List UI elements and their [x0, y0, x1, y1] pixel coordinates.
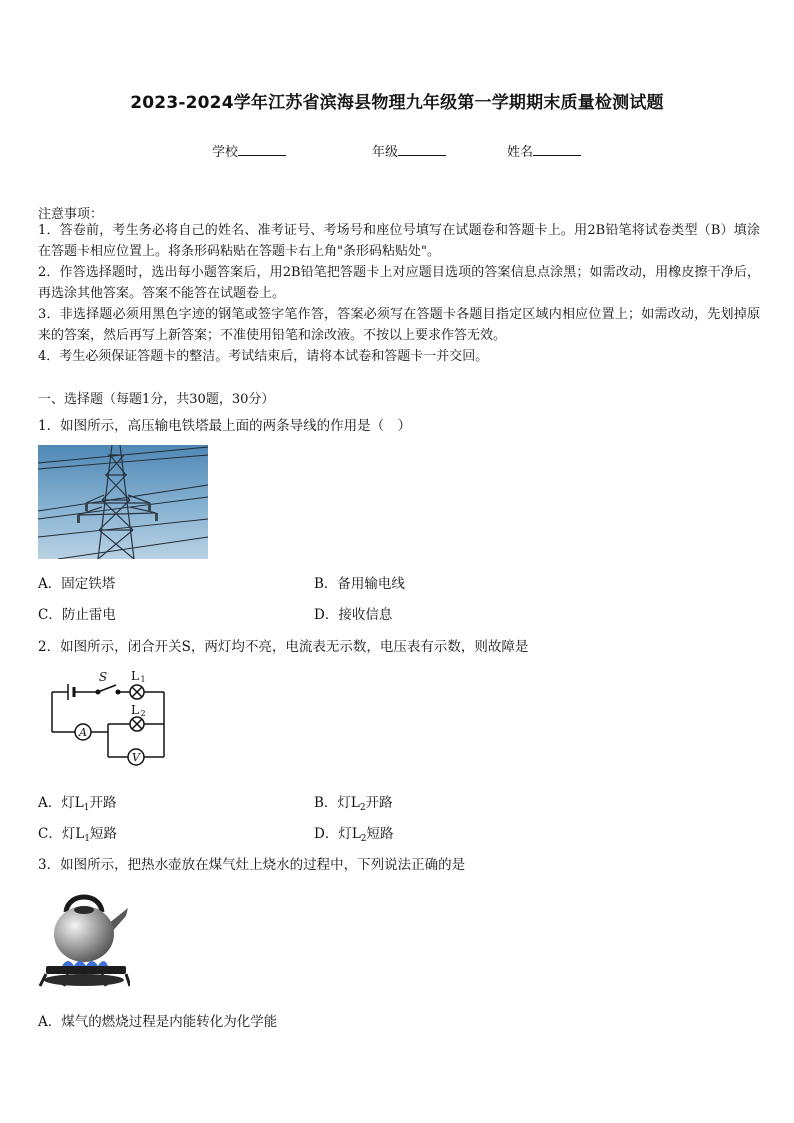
grade-blank	[398, 143, 446, 156]
switch-label: S	[98, 670, 108, 684]
name-blank	[533, 143, 581, 156]
lamp1-subscript: 1	[140, 675, 146, 684]
q2-option-a: A．灯$L_1$开路	[38, 795, 117, 813]
voltmeter-label: V	[132, 751, 140, 764]
section-title: 一、选择题（每题1分，共30题，30分）	[38, 392, 275, 407]
q1-option-a: A．固定铁塔	[38, 576, 116, 592]
question-2-stem: 2．如图所示，闭合开关S，两灯均不亮，电流表无示数，电压表有示数，则故障是	[38, 639, 529, 655]
notice-heading: 注意事项：	[38, 207, 104, 222]
power-tower-photo	[38, 445, 208, 559]
ammeter-label: A	[79, 726, 87, 739]
circuit-diagram	[44, 668, 174, 772]
notice-item-1: 1．答卷前，考生务必将自己的姓名、准考证号、考场号和座位号填写在试题卷和答题卡上。用2B铅笔将试卷类型（B）填涂在答题卡相应位置上。将条形码粘贴在答题卡右上角"条形码粘贴处"。	[38, 223, 760, 259]
q3-option-a: A．煤气的燃烧过程是内能转化为化学能	[38, 1014, 278, 1030]
q2-option-c: C．灯$L_1$短路	[38, 826, 118, 844]
notice-item-4: 4．考生必须保证答题卡的整洁。考试结束后，请将本试卷和答题卡一并交回。	[38, 349, 489, 364]
name-label: 姓名	[507, 145, 534, 160]
notice-item-3: 3．非选择题必须用黑色字迹的钢笔或签字笔作答，答案必须写在答题卡各题目指定区域内相应位置上；如需改动，先划掉原来的答案，然后再写上新答案；不准使用铅笔和涂改液。不按以上要求作答无效。	[38, 307, 760, 343]
name-field	[507, 141, 581, 160]
grade-field	[372, 141, 446, 160]
school-label: 学校	[212, 145, 239, 160]
question-3-stem: 3．如图所示，把热水壶放在煤气灶上烧水的过程中，下列说法正确的是	[38, 857, 466, 873]
q1-option-b: B．备用输电线	[314, 576, 405, 592]
grade-label: 年级	[372, 145, 399, 160]
q2-option-d: D．灯$L_2$短路	[314, 826, 394, 844]
school-field	[212, 141, 286, 160]
page-title: 2023-2024学年江苏省滨海县物理九年级第一学期期末质量检测试题	[130, 93, 664, 113]
q1-option-d: D．接收信息	[314, 607, 393, 623]
q1-option-c: C．防止雷电	[38, 607, 116, 623]
lamp1-label: L	[131, 669, 139, 683]
question-1-stem: 1．如图所示，高压输电铁塔最上面的两条导线的作用是（ ）	[38, 418, 412, 434]
lamp2-subscript: 2	[140, 709, 146, 718]
q2-option-b: B．灯$L_2$开路	[314, 795, 393, 813]
lamp2-label: L	[131, 703, 139, 717]
notice-item-2: 2．作答选择题时，选出每小题答案后，用2B铅笔把答题卡上对应题目选项的答案信息点涂黑；如需改动，用橡皮擦干净后，再选涂其他答案。答案不能答在试题卷上。	[38, 265, 760, 301]
kettle-on-stove-photo	[38, 882, 130, 996]
school-blank	[238, 143, 286, 156]
